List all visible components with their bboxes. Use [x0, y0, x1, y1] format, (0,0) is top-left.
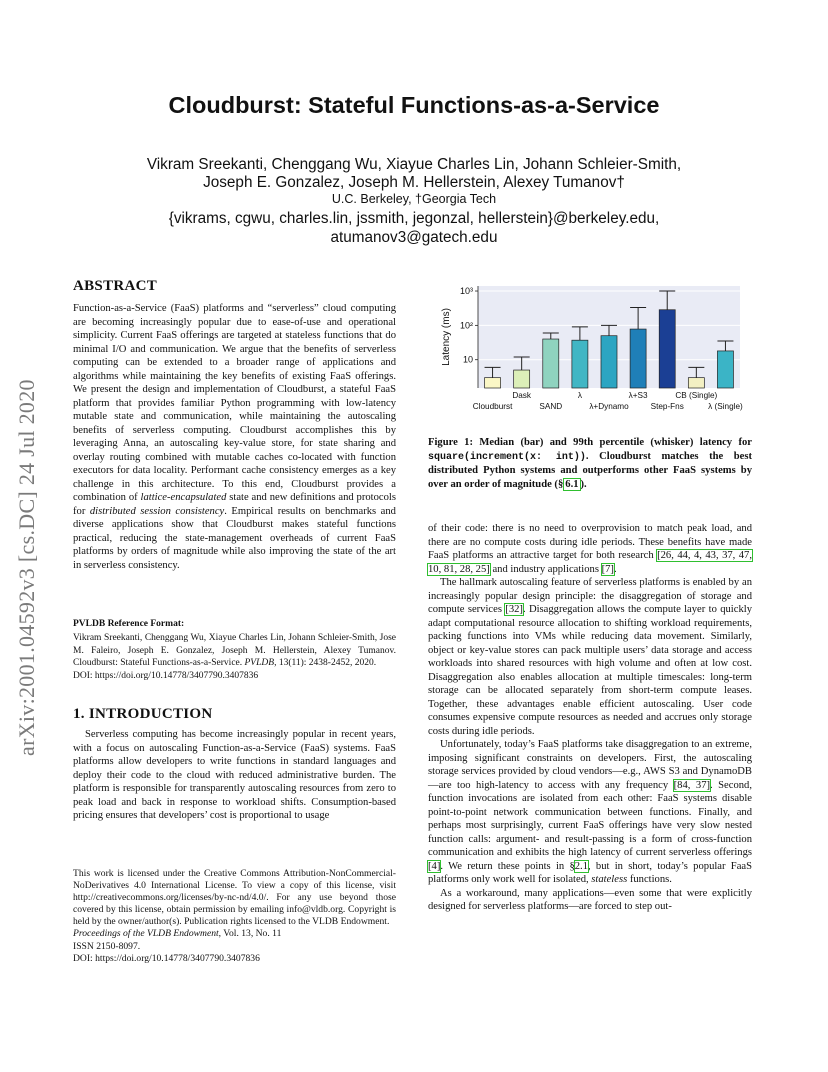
- issn-line: ISSN 2150-8097.: [73, 940, 141, 952]
- median-bar: [543, 339, 559, 388]
- y-axis-label: Latency (ms): [441, 308, 452, 366]
- pvldb-citation: Vikram Sreekanti, Chenggang Wu, Xiayue Charles Lin, Johann Schleier-Smith, Jose M. Faleiro, Joseph E. Gonzalez, Joseph M. Hellerstein, Alexey Tumanov. Cloudburst: Stateful Functions-as-a-Service. PVLDB, 13(11): 2438-2452, 2020.: [73, 633, 396, 669]
- latency-bar-chart: [436, 280, 756, 420]
- x-category-label: Dask: [512, 391, 531, 400]
- median-bar: [659, 310, 675, 388]
- abstract-body: [73, 302, 396, 572]
- author-affiliation: U.C. Berkeley, †Georgia Tech: [331, 192, 497, 206]
- introduction-heading: 1. INTRODUCTION: [73, 706, 213, 722]
- introduction-paragraph: Serverless computing has become increasingly popular in recent years, with a focus on autoscaling Function-as-a-Service (FaaS) systems. FaaS platforms allow developers to write functions in standard languages and deploy their code to the cloud with reduced administrative burden. The platform is responsible for transparently autoscaling resources from zero to peak load and back in response to workload shifts. Consumption-based pricing ensures that developers’ cost is proportional to usage: [73, 729, 396, 821]
- storage-latency-citation[interactable]: [84, 37]: [673, 779, 711, 791]
- nested-call-citation[interactable]: [4]: [428, 860, 441, 872]
- paper-title: Cloudburst: Stateful Functions-as-a-Service: [168, 92, 660, 118]
- median-bar: [630, 329, 646, 388]
- x-category-label: λ+S3: [628, 391, 648, 400]
- author-line-2: Joseph E. Gonzalez, Joseph M. Hellerstein, Alexey Tumanov†: [203, 174, 625, 191]
- author-list: [0, 156, 828, 192]
- x-category-label: Cloudburst: [472, 402, 513, 411]
- x-category-label: CB (Single): [675, 391, 718, 400]
- pvldb-reference-body: [73, 632, 396, 682]
- disaggregation-paragraph: The hallmark autoscaling feature of serverless platforms is enabled by an increasingly popular design principle: the disaggregation of storage and compute services [32]. Disaggregation allows the compute layer to quickly adapt computational resource allocation to shifting workload requirements, packing functions into VMs while reducing data movement. Similarly, object or key-value stores can pack multiple users’ data storage and access workloads into shared resources with high volume and often at low cost. Disaggregation also enables allocation at multiple timescales: long-term storage can be allocated separately from short-term compute leases. Together, these advantages enable efficient autoscaling. User code consumes expensive compute resources as needed and accrues only storage costs during idle periods.: [428, 577, 752, 737]
- right-column-body: [428, 522, 752, 914]
- median-bar: [572, 340, 588, 388]
- introduction-body: [73, 728, 396, 823]
- median-bar: [688, 378, 704, 388]
- intro-paragraph-continued: of their code: there is no need to overprovision to match peak load, and there are no compute costs during idle periods. These benefits have made FaaS platforms an attractive target for both research [26, 44, 4, 43, 37, 47, 10, 81, 28, 25] and industry applications [7].: [428, 523, 752, 575]
- x-category-label: λ (Single): [708, 402, 743, 411]
- figure-caption: Figure 1: Median (bar) and 99th percentile (whisker) latency for square(increment(x: int)). Cloudburst matches the best distributed Python systems and outperforms other FaaS systems by over an order of magnitude (§ 6.1 ).: [428, 437, 752, 490]
- y-tick-label: 10: [462, 354, 473, 365]
- research-citations[interactable]: [26, 44, 4, 43, 37, 47, 10, 81, 28, 25]: [428, 550, 752, 575]
- pvldb-doi: DOI: https://doi.org/10.14778/3407790.3407836: [73, 670, 259, 681]
- section-ref-link[interactable]: 6.1: [565, 478, 579, 490]
- email-line-1: {vikrams, cgwu, charles.lin, jssmith, jegonzal, hellerstein}@berkeley.edu,: [168, 210, 660, 227]
- x-category-label: λ+Dynamo: [589, 402, 629, 411]
- license-doi: DOI: https://doi.org/10.14778/3407790.3407836: [73, 952, 260, 964]
- proceedings-line: Proceedings of the VLDB Endowment, Vol. 13, No. 11: [73, 928, 282, 940]
- x-category-label: SAND: [539, 402, 563, 411]
- abstract-heading: ABSTRACT: [73, 278, 158, 294]
- author-line-1: Vikram Sreekanti, Chenggang Wu, Xiayue Charles Lin, Johann Schleier-Smith,: [146, 156, 682, 173]
- median-bar: [485, 378, 501, 388]
- license-text: This work is licensed under the Creative Commons Attribution-NonCommercial-NoDerivatives 4.0 International License. To view a copy of this license, visit http://creativecommons.org/licenses/by-nc-nd/4.0/. For any use beyond those covered by this license, obtain permission by emailing info@vldb.org. Copyright is held by the owner/author(s). Publication rights licensed to the VLDB Endowment.: [73, 868, 396, 928]
- pvldb-reference-heading: PVLDB Reference Format:: [73, 619, 185, 629]
- disaggregation-citation[interactable]: [32]: [505, 604, 523, 615]
- arxiv-identifier-stamp: arXiv:2001.04592v3 [cs.DC] 24 Jul 2020: [14, 379, 39, 756]
- workaround-paragraph: As a workaround, many applications—even some that were explicitly designed for serverless platforms—are forced to step out-: [428, 887, 752, 912]
- y-tick-label: 10²: [459, 320, 473, 331]
- chart-svg: [436, 280, 756, 420]
- median-bar: [514, 370, 530, 388]
- license-footnote: [73, 868, 396, 965]
- abstract-paragraph: Function-as-a-Service (FaaS) platforms and “serverless” cloud computing are becoming increasingly popular due to ease-of-use and operational simplicity. Current FaaS offerings are targeted at stateless functions that do minimal I/O and communication. We argue that the benefits of serverless computing can be extended to a broader range of applications and algorithms while maintaining the key benefits of existing FaaS offerings. We present the design and implementation of Cloudburst, a stateful FaaS platform that provides familiar Python programming with low-latency mutable state and communication, while maintaining the autoscaling benefits of serverless computing. Cloudburst accomplishes this by leveraging Anna, an autoscaling key-value store, for state sharing and overlay routing combined with mutable caches co-located with function executors for data locality. Performant cache consistency emerges as a key challenge in this architecture. To this end, Cloudburst provides a combination of lattice-encapsulated state and new definitions and protocols for distributed session consistency. Empirical results on benchmarks and diverse applications show that Cloudburst makes stateful functions practical, reducing the state-management overheads of current FaaS platforms by orders of magnitude while also improving the state of the art in serverless consistency.: [73, 303, 396, 571]
- x-category-label: Step-Fns: [650, 402, 684, 411]
- x-category-label: λ: [577, 391, 582, 400]
- median-bar: [717, 351, 733, 388]
- median-bar: [601, 336, 617, 388]
- y-tick-label: 10³: [459, 286, 473, 297]
- section-2-1-link[interactable]: 2.1: [574, 860, 588, 872]
- constraints-paragraph: Unfortunately, today’s FaaS platforms take disaggregation to an extreme, imposing significant constraints on developers. First, the autoscaling storage services provided by cloud vendors—e.g., AWS S3 and DynamoDB—are too high-latency to access with any frequency [84, 37]. Second, function invocations are isolated from each other: FaaS systems disable point-to-point network communication between functions. Finally, and perhaps most surprisingly, current FaaS offerings have very slow nested function calls: argument- and result-passing is a form of cross-function communication and exhibits the high latency of current serverless offerings [4]. We return these points in §2.1, but in short, today’s popular FaaS platforms only work well for isolated, stateless functions.: [428, 739, 752, 885]
- email-line-2: atumanov3@gatech.edu: [330, 229, 498, 246]
- author-emails: [0, 209, 828, 247]
- industry-citation[interactable]: [7]: [601, 563, 614, 575]
